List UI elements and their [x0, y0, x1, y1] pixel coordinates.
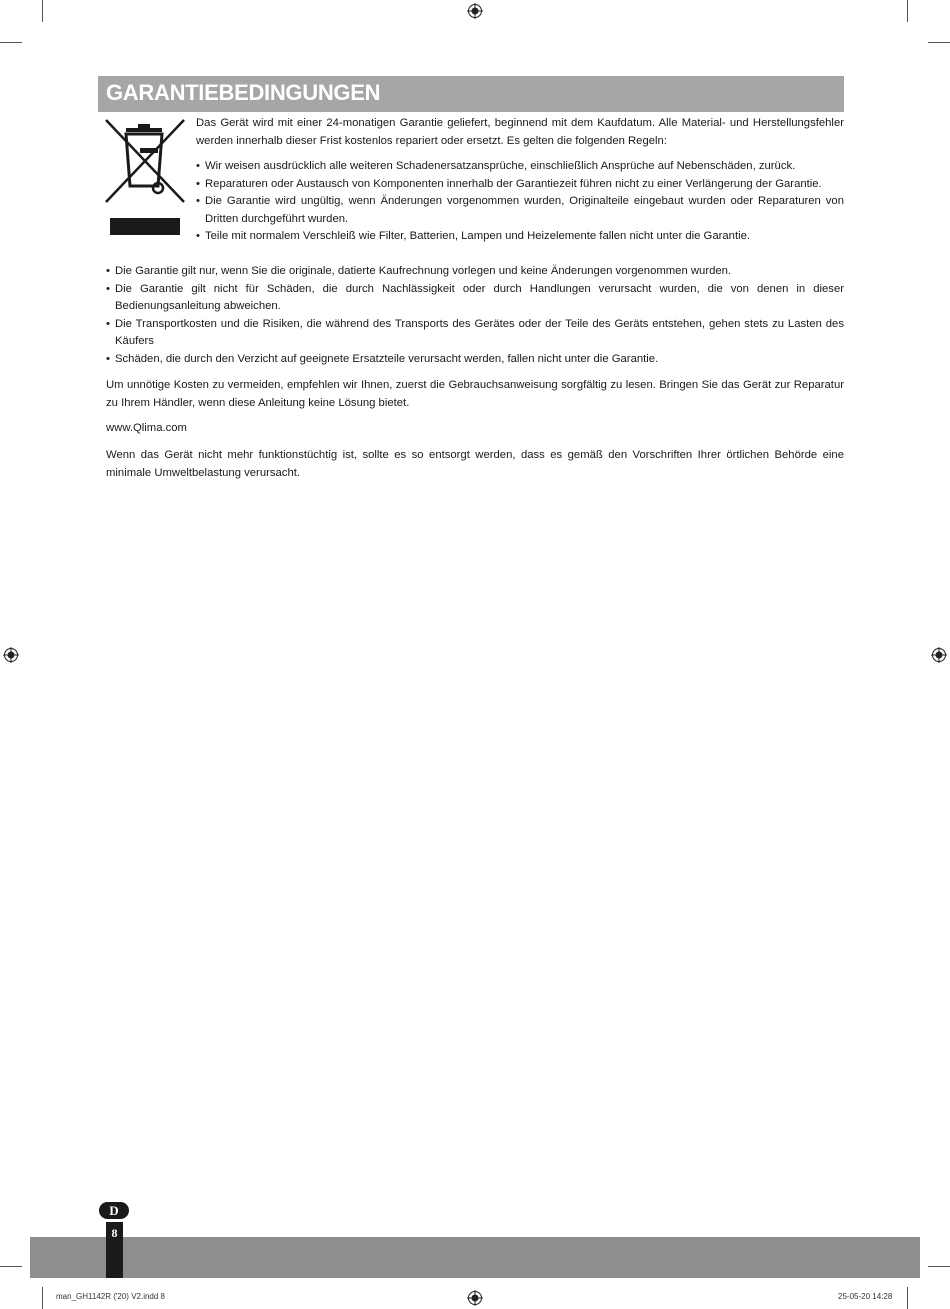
crossed-out-wheelie-bin-icon [104, 118, 188, 238]
crop-mark [42, 1287, 43, 1309]
crop-mark [907, 1287, 908, 1309]
page-number: 8 [111, 1226, 118, 1240]
website-link[interactable]: www.Qlima.com [106, 422, 187, 434]
list-item: • Schäden, die durch den Verzicht auf geeignete Ersatzteile verursacht werden, fallen nicht unter die Garantie. [106, 351, 844, 369]
file-slug: man_GH1142R ('20) V2.indd 8 [56, 1292, 165, 1301]
registration-mark-icon [3, 647, 19, 663]
list-item: • Teile mit normalem Verschleiß wie Filter, Batterien, Lampen und Heizelemente fallen nicht unter die Garantie. [196, 228, 844, 246]
crop-mark [0, 1266, 22, 1267]
intro-paragraph: Das Gerät wird mit einer 24-monatigen Garantie geliefert, beginnend mit dem Kaufdatum. Alle Material- und Herstellungsfehler werden innerhalb dieser Frist kostenlos repariert oder ersetzt. Es gelten die folgenden Regeln: [196, 117, 844, 147]
footer-bar [30, 1237, 920, 1278]
list-item: • Wir weisen ausdrücklich alle weiteren Schadenersatzansprüche, einschließlich Ansprüche auf Nebenschäden, zurück. [196, 158, 844, 176]
list-item: • Die Transportkosten und die Risiken, die während des Transports des Gerätes oder der Teile des Geräts entstehen, gehen stets zu Lasten des Käufers [106, 316, 844, 351]
disposal-paragraph: Wenn das Gerät nicht mehr funktionstüchtig ist, sollte es so entsorgt werden, dass es gemäß den Vorschriften Ihrer örtlichen Behörde eine minimale Umweltbelastung verursacht. [106, 449, 844, 479]
section-title: GARANTIEBEDINGUNGEN [106, 80, 381, 105]
registration-mark-icon [467, 1290, 483, 1306]
list-item: • Die Garantie gilt nicht für Schäden, die durch Nachlässigkeit oder durch Handlungen verursacht wurden, die von denen in dieser Bedienungsanleitung abweichen. [106, 281, 844, 316]
crop-mark [928, 1266, 950, 1267]
crop-mark [928, 42, 950, 43]
list-item: • Die Garantie wird ungültig, wenn Änderungen vorgenommen wurden, Originalteile eingebaut wurden oder Reparaturen von Dritten durchgeführt wurden. [196, 193, 844, 228]
inner-bullet-list [196, 158, 844, 246]
crop-mark [0, 42, 22, 43]
list-item: • Die Garantie gilt nur, wenn Sie die originale, datierte Kaufrechnung vorlegen und keine Änderungen vorgenommen wurden. [106, 263, 844, 281]
outer-bullet-list [106, 263, 844, 368]
crop-mark [907, 0, 908, 22]
list-item: • Reparaturen oder Austausch von Komponenten innerhalb der Garantiezeit führen nicht zu einer Verlängerung der Garantie. [196, 176, 844, 194]
section-heading-bar [98, 76, 844, 112]
advice-paragraph: Um unnötige Kosten zu vermeiden, empfehlen wir Ihnen, zuerst die Gebrauchsanweisung sorgfältig zu lesen. Bringen Sie das Gerät zur Reparatur zu Ihrem Händler, wenn diese Anleitung keine Lösung bietet. [106, 379, 844, 409]
date-slug: 25-05-20 14:28 [838, 1292, 893, 1301]
registration-mark-icon [931, 647, 947, 663]
crop-mark [42, 0, 43, 22]
registration-mark-icon [467, 3, 483, 19]
language-badge: D [99, 1202, 129, 1219]
